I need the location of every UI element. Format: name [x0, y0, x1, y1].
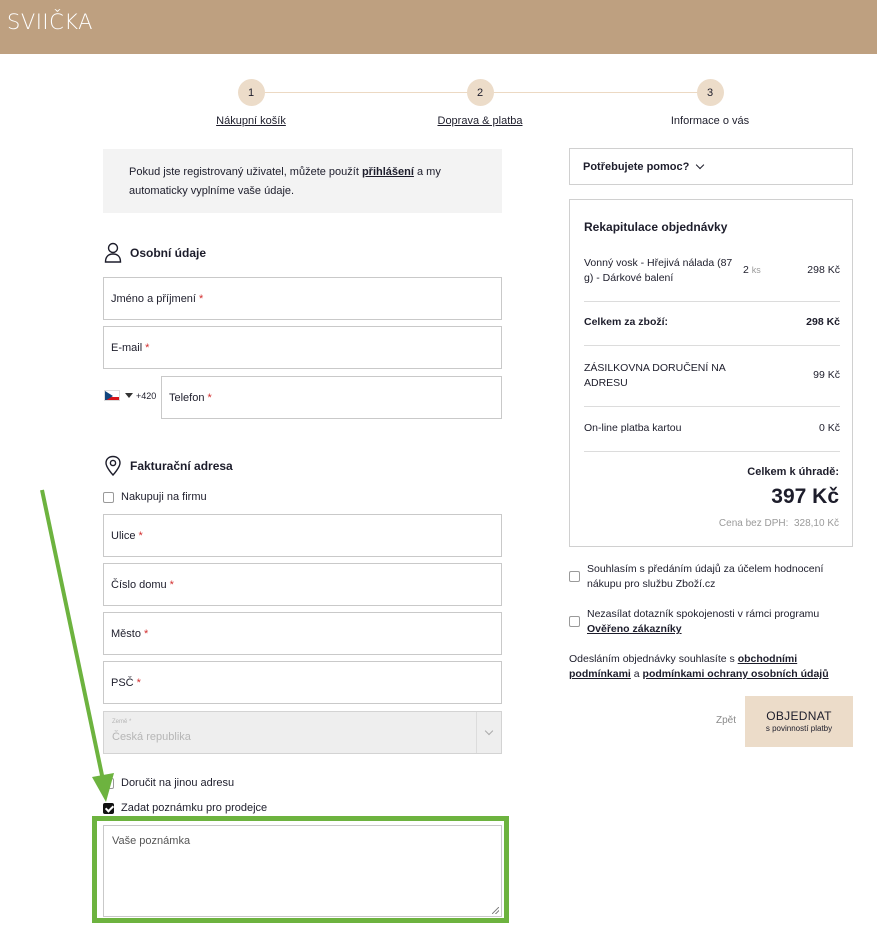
- zip-field-label: PSČ: [111, 676, 134, 689]
- summary-divider: [584, 345, 840, 346]
- seller-note-label[interactable]: Zadat poznámku pro prodejce: [121, 802, 268, 814]
- section-title-text: Osobní údaje: [130, 245, 207, 260]
- terms-link[interactable]: obchodními podmínkami: [569, 653, 798, 680]
- country-select-label: Země *: [112, 719, 132, 725]
- zbozi-consent-label[interactable]: Souhlasím s předáním údajů za účelem hodnocení nákupu pro službu Zboží.cz: [587, 563, 824, 590]
- country-select-value: Česká republika: [112, 731, 191, 743]
- subtotal-row: [584, 316, 840, 328]
- house-number-label: Číslo domu: [111, 578, 167, 591]
- help-dropdown[interactable]: [569, 148, 853, 185]
- summary-item-qty: [743, 264, 761, 276]
- section-title-text: Fakturační adresa: [130, 458, 233, 473]
- item-qty-value: 2: [743, 264, 749, 276]
- terms-text: Odesláním objednávky souhlasíte s: [569, 653, 738, 665]
- verified-customers-link[interactable]: Ověřeno zákazníky: [587, 623, 682, 635]
- company-checkbox-label[interactable]: Nakupuji na firmu: [121, 491, 207, 503]
- order-summary: [569, 199, 853, 547]
- other-address-label[interactable]: Doručit na jinou adresu: [121, 777, 235, 789]
- summary-item-price: 298 Kč: [807, 264, 840, 276]
- street-field-label: Ulice: [111, 529, 136, 542]
- payment-label: On-line platba kartou: [584, 422, 682, 434]
- order-button[interactable]: [745, 696, 853, 747]
- email-field-label: E-mail: [111, 341, 143, 354]
- net-price: [719, 518, 839, 529]
- payment-value: 0 Kč: [818, 422, 840, 434]
- subtotal-label: Celkem za zboží:: [584, 316, 669, 328]
- step-label[interactable]: Nákupní košík: [216, 115, 286, 127]
- name-field-label: Jméno a příjmení: [111, 292, 196, 305]
- required-mark: *: [207, 391, 212, 404]
- city-field-label: Město: [111, 627, 141, 640]
- privacy-link[interactable]: podmínkami ochrany osobních údajů: [642, 668, 829, 680]
- step-label[interactable]: Doprava & platba: [437, 115, 523, 127]
- required-mark: *: [138, 529, 143, 542]
- payment-row: [584, 422, 840, 434]
- subtotal-value: 298 Kč: [806, 316, 840, 328]
- required-mark: *: [198, 292, 204, 305]
- zbozi-consent-checkbox[interactable]: [569, 571, 580, 582]
- step-label: Informace o vás: [670, 115, 750, 127]
- shipping-value: 99 Kč: [813, 369, 840, 381]
- chevron-down-icon: [696, 160, 704, 168]
- shipping-label: ZÁSILKOVNA DORUČENÍ NA ADRESU: [584, 362, 726, 389]
- required-mark: *: [145, 341, 150, 354]
- back-link[interactable]: Zpět: [716, 715, 737, 726]
- login-link[interactable]: přihlášení: [361, 166, 414, 178]
- site-logo[interactable]: SVIIČKA: [7, 10, 94, 34]
- summary-divider: [584, 406, 840, 407]
- help-label: Potřebujete pomoc?: [583, 160, 690, 173]
- order-button-sublabel: s povinností platby: [765, 724, 833, 733]
- survey-optout-label[interactable]: [587, 607, 847, 637]
- summary-divider: [584, 301, 840, 302]
- phone-prefix: +420: [136, 390, 157, 401]
- note-placeholder: Vaše poznámka: [112, 835, 191, 847]
- required-mark: *: [143, 627, 149, 640]
- required-mark: *: [136, 676, 141, 689]
- terms-text-mid: a: [630, 668, 643, 680]
- login-note-text-end: a my automaticky vyplníme vaše údaje.: [129, 166, 441, 197]
- survey-optout-checkbox[interactable]: [569, 616, 580, 627]
- net-price-label: Cena bez DPH:: [718, 518, 789, 529]
- summary-title: Rekapitulace objednávky: [584, 220, 728, 234]
- terms-notice: [569, 652, 853, 682]
- total-label: Celkem k úhradě:: [747, 466, 839, 478]
- summary-divider: [584, 451, 840, 452]
- step-number: 3: [697, 79, 724, 106]
- order-button-label: OBJEDNAT: [766, 709, 832, 723]
- summary-item-name: Vonný vosk - Hřejivá nálada (87 g) - Dárkové balení: [584, 257, 733, 284]
- phone-field-label: Telefon: [169, 391, 205, 404]
- item-qty-unit: ks: [751, 265, 761, 275]
- step-number: 2: [467, 79, 494, 106]
- survey-optout-text: Nezasílat dotazník spokojenosti v rámci programu: [587, 608, 820, 620]
- net-price-value: 328,10 Kč: [793, 518, 839, 529]
- required-mark: *: [169, 578, 174, 591]
- total-price: 397 Kč: [771, 485, 839, 508]
- login-note-text: Pokud jste registrovaný uživatel, můžete použít: [129, 166, 362, 178]
- step-number: 1: [238, 79, 265, 106]
